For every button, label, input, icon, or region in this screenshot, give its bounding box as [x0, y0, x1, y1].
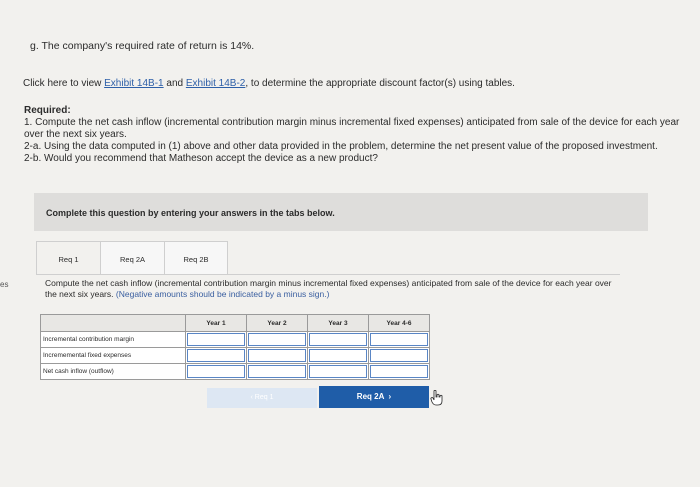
table-row-fixed-expenses — [41, 348, 430, 364]
input-cell[interactable] — [369, 364, 430, 380]
exhibit-14b-2-link[interactable]: Exhibit 14B-2 — [185, 78, 246, 89]
panel-note: (Negative amounts should be indicated by a minus sign.) — [115, 289, 330, 299]
table-row-net-cash-inflow — [41, 364, 430, 380]
tab-req-1[interactable]: Req 1 — [36, 241, 100, 275]
year-4-6-fixed-input[interactable] — [370, 349, 428, 362]
required-section — [24, 105, 684, 165]
year-1-margin-input[interactable] — [187, 333, 245, 346]
prev-req-label: Req 1 — [254, 394, 274, 401]
input-cell[interactable] — [308, 348, 369, 364]
instruction-banner — [34, 193, 648, 231]
input-cell[interactable] — [247, 332, 308, 348]
year-1-fixed-input[interactable] — [187, 349, 245, 362]
required-item-2a: 2-a. Using the data computed in (1) above and other data provided in the problem, determine the net present value of the proposed investment. — [24, 141, 658, 152]
tab-panel-instructions — [45, 278, 615, 300]
tab-req-2a[interactable]: Req 2A — [100, 241, 164, 275]
row-label: Net cash inflow (outflow) — [41, 364, 186, 380]
exhibit-link-line — [23, 78, 515, 89]
year-3-fixed-input[interactable] — [309, 349, 367, 362]
requirement-tabs — [36, 241, 228, 275]
exhibit-14b-1-link[interactable]: Exhibit 14B-1 — [104, 78, 164, 89]
input-cell[interactable] — [247, 364, 308, 380]
year-1-net-input[interactable] — [187, 365, 245, 378]
link-line-suffix: , to determine the appropriate discount factor(s) using tables. — [245, 78, 515, 89]
table-row-contribution-margin — [41, 332, 430, 348]
next-req-button[interactable] — [319, 386, 429, 408]
chevron-right-icon: › — [386, 392, 392, 401]
header-year-4-6: Year 4-6 — [369, 315, 430, 332]
input-cell[interactable] — [308, 364, 369, 380]
input-cell[interactable] — [186, 364, 247, 380]
problem-condition-g: g. The company's required rate of return is 14%. — [30, 40, 255, 52]
header-blank — [41, 315, 186, 332]
header-year-2: Year 2 — [247, 315, 308, 332]
panel-text: Compute the net cash inflow (incremental contribution margin minus incremental fixed expenses) anticipated from sale of the device for each year over the next six years. — [45, 278, 612, 299]
required-item-2b: 2-b. Would you recommend that Matheson accept the device as a new product? — [24, 153, 378, 164]
tab-req-2b[interactable]: Req 2B — [164, 241, 228, 275]
link-line-prefix: Click here to view — [23, 78, 105, 89]
hand-cursor-icon — [430, 390, 444, 406]
year-3-margin-input[interactable] — [309, 333, 367, 346]
year-2-net-input[interactable] — [248, 365, 306, 378]
input-cell[interactable] — [247, 348, 308, 364]
year-2-fixed-input[interactable] — [248, 349, 306, 362]
instruction-text: Complete this question by entering your answers in the tabs below. — [46, 208, 335, 218]
input-cell[interactable] — [186, 332, 247, 348]
year-4-6-margin-input[interactable] — [370, 333, 428, 346]
tab-panel-divider — [36, 274, 620, 275]
input-cell[interactable] — [186, 348, 247, 364]
chevron-left-icon: ‹ — [250, 394, 253, 401]
header-year-3: Year 3 — [308, 315, 369, 332]
input-cell[interactable] — [369, 332, 430, 348]
prev-req-button[interactable] — [207, 388, 317, 408]
year-3-net-input[interactable] — [309, 365, 367, 378]
net-cash-inflow-table — [40, 314, 430, 380]
edge-text: es — [0, 280, 9, 289]
required-item-1: 1. Compute the net cash inflow (incremental contribution margin minus incremental fixed expenses) anticipated from sale of the device for each year over the next six years. — [24, 117, 680, 140]
row-label: Incremental contribution margin — [41, 332, 186, 348]
header-year-1: Year 1 — [186, 315, 247, 332]
input-cell[interactable] — [369, 348, 430, 364]
link-line-middle: and — [163, 78, 186, 89]
year-2-margin-input[interactable] — [248, 333, 306, 346]
input-cell[interactable] — [308, 332, 369, 348]
next-req-label: Req 2A — [356, 392, 385, 401]
required-title: Required: — [24, 105, 71, 116]
table-header-row — [41, 315, 430, 332]
year-4-6-net-input[interactable] — [370, 365, 428, 378]
row-label: Incrememental fixed expenses — [41, 348, 186, 364]
